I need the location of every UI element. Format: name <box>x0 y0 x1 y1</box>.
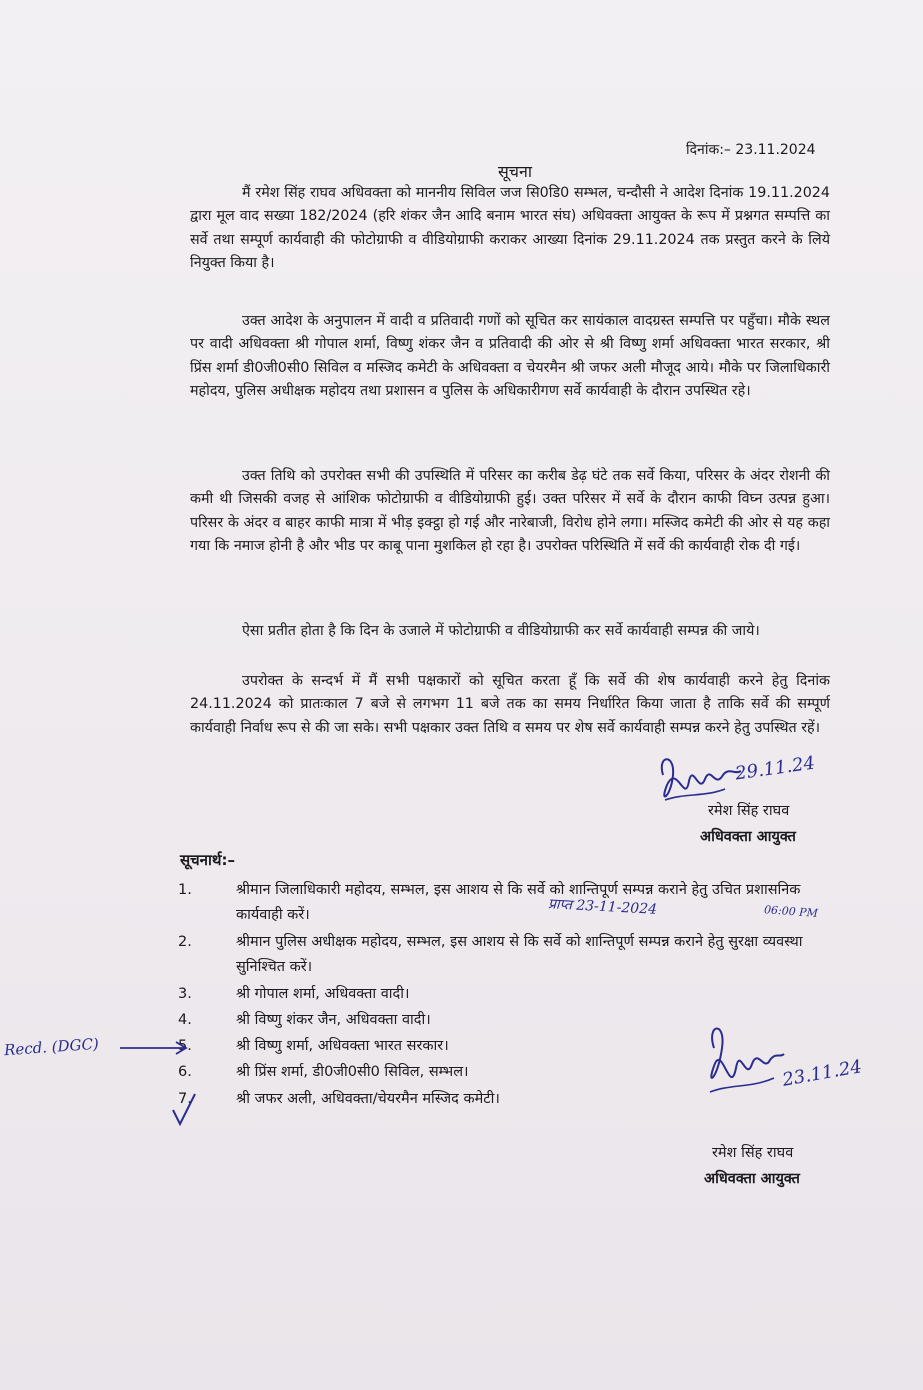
checkmark-icon <box>170 1092 198 1128</box>
list-item-number: 1. <box>178 882 192 898</box>
document-title: सूचना <box>497 162 532 181</box>
list-item-number: 5. <box>178 1038 192 1054</box>
paragraph-appointment: मैं रमेश सिंह राघव अधिवक्ता को माननीय सिविल जज सि0डि0 सम्भल, चन्दौसी ने आदेश दिनांक 19.11.2024 द्वारा मूल वाद सख्या 182/2024 (हरि शंकर जैन आदि बनाम भारत संघ) अधिवक्ता आयुक्त के रूप में प्रश्नगत सम्पत्ति का सर्वे तथा सम्पूर्ण कार्यवाही की फोटोग्राफी व वीडियोग्राफी कराकर आख्या दिनांक 29.11.2024 तक प्रस्तुत करने के लिये नियुक्त किया है। <box>190 185 830 272</box>
list-item-text: श्री जफर अली, अधिवक्ता/चेयरमैन मस्जिद कमेटी। <box>236 1091 500 1107</box>
signatory-designation-1: अधिवक्ता आयुक्त <box>700 829 796 845</box>
list-item-text: श्री विष्णु शर्मा, अधिवक्ता भारत सरकार। <box>236 1038 449 1054</box>
receipt-time: 06:00 PM <box>763 903 819 920</box>
list-item-number: 3. <box>178 986 192 1002</box>
list-item-number: 4. <box>178 1012 192 1028</box>
paragraph-schedule: उपरोक्त के सन्दर्भ में मैं सभी पक्षकारों को सूचित करता हूँ कि सर्वे की शेष कार्यवाही करने हेतु दिनांक 24.11.2024 को प्रातःकाल 7 बजे से लगभग 11 बजे तक का समय निर्धारित किया जाता है ताकि सर्वे की सम्पूर्ण कार्यवाही निर्वाध रूप से की जा सके। सभी पक्षकार उक्त तिथि व समय पर शेष सर्वे कार्यवाही सम्पन्न करने हेतु उपस्थित रहें। <box>190 673 830 736</box>
list-item-text: श्रीमान पुलिस अधीक्षक महोदय, सम्भल, इस आशय से कि सर्वे को शान्तिपूर्ण सम्पन्न कराने हेतु सुरक्षा व्यवस्था सुनिश्चित करें। <box>236 934 803 975</box>
receipt-note: प्राप्त 23-11-2024 <box>547 896 658 918</box>
paragraph-survey-halted: उक्त तिथि को उपरोक्त सभी की उपस्थिति में परिसर का करीब डेढ़ घंटे तक सर्वे किया, परिसर के अंदर रोशनी की कमी थी जिसकी वजह से आंशिक फोटोग्राफी व वीडियोग्राफी हुई। उक्त परिसर में सर्वे के दौरान काफी विघ्न उत्पन्न हुआ। परिसर के अंदर व बाहर काफी मात्रा में भीड़ इक्ट्ठा हो गई और नारेबाजी, विरोध होने लगा। मस्जिद कमेटी की ओर से यह कहा गया कि नमाज होनी है और भीड पर काबू पाना मुशकिल हो रहा है। उपरोक्त परिस्थिति में सर्वे की कार्यवाही रोक दी गई। <box>190 468 830 555</box>
list-item-number: 7. <box>178 1091 192 1107</box>
list-item-text: श्री विष्णु शंकर जैन, अधिवक्ता वादी। <box>236 1012 431 1028</box>
paragraph-daylight: ऐसा प्रतीत होता है कि दिन के उजाले में फोटोग्राफी व वीडियोग्राफी कर सर्वे कार्यवाही सम्पन्न की जाये। <box>242 623 760 639</box>
received-note: Recd. (DGC) <box>3 1034 100 1060</box>
signature-date-1: 29.11.24 <box>733 752 817 785</box>
signature-scribble-2 <box>700 1018 785 1113</box>
arrow-mark-icon <box>118 1040 190 1056</box>
list-item <box>178 930 838 980</box>
list-item-number: 2. <box>178 934 192 950</box>
list-item-text: श्री प्रिंस शर्मा, डी0जी0सी0 सिविल, सम्भल। <box>236 1064 469 1080</box>
paragraph-site-visit: उक्त आदेश के अनुपालन में वादी व प्रतिवादी गणों को सूचित कर सायंकाल वादग्रस्त सम्पत्ति पर पहुँचा। मौके स्थल पर वादी अधिवक्ता श्री गोपाल शर्मा, विष्णु शंकर जैन व प्रतिवादी की ओर से श्री विष्णु शर्मा अधिवक्ता भारत सरकार, श्री प्रिंस शर्मा डी0जी0सी0 सिविल व मस्जिद कमेटी के अधिवक्ता व चेयरमैन श्री जफर अली मौजूद आये। मौके पर जिलाधिकारी महोदय, पुलिस अधीक्षक महोदय तथा प्रशासन व पुलिस के अधिकारीगण सर्वे कार्यवाही के दौरान उपस्थित रहे। <box>190 313 830 400</box>
recipients-heading: सूचनार्थ:– <box>180 851 235 869</box>
signatory-name-2: रमेश सिंह राघव <box>712 1145 794 1161</box>
document-date: दिनांक:– 23.11.2024 <box>686 142 816 158</box>
list-item-text: श्रीमान जिलाधिकारी महोदय, सम्भल, इस आशय से कि सर्वे को शान्तिपूर्ण सम्पन्न कराने हेतु उचित प्रशासनिक कार्यवाही करें। <box>236 882 801 923</box>
list-item-number: 6. <box>178 1064 192 1080</box>
signatory-name-1: रमेश सिंह राघव <box>708 803 790 819</box>
list-item <box>178 982 838 1007</box>
list-item-text: श्री गोपाल शर्मा, अधिवक्ता वादी। <box>236 986 410 1002</box>
signatory-designation-2: अधिवक्ता आयुक्त <box>704 1171 800 1187</box>
list-item <box>178 878 838 928</box>
signature-date-2: 23.11.24 <box>780 1056 864 1091</box>
